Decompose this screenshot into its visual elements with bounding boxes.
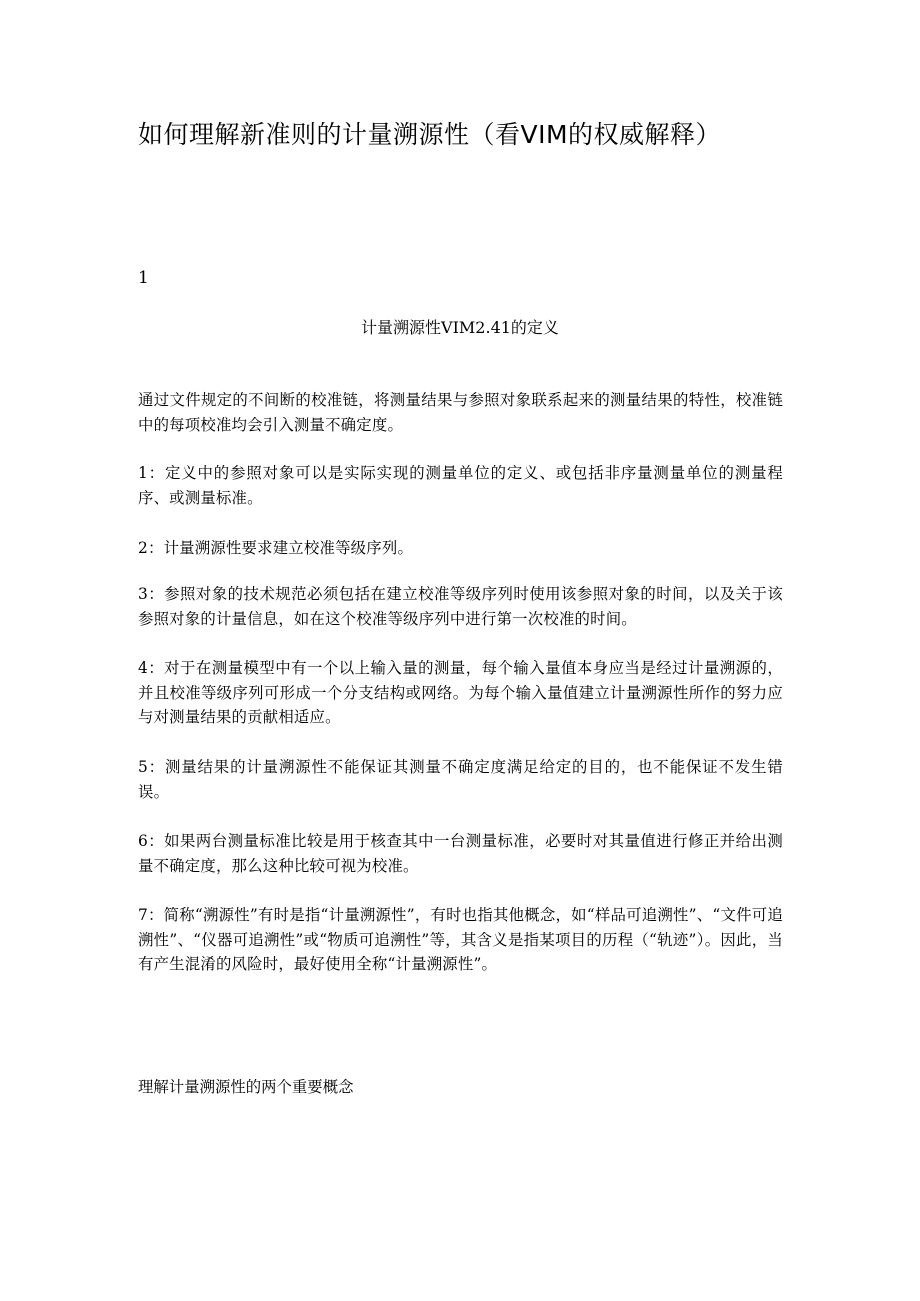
note-2: 2：计量溯源性要求建立校准等级序列。 [138, 539, 414, 557]
note-1: 1：定义中的参照对象可以是实际实现的测量单位的定义、或包括非序量测量单位的测量程序、或测量标准。 [138, 464, 783, 507]
definition-paragraph: 通过文件规定的不间断的校准链，将测量结果与参照对象联系起来的测量结果的特性，校准链中的每项校准均会引入测量不确定度。 [138, 391, 783, 434]
section-2-heading: 理解计量溯源性的两个重要概念 [138, 1078, 354, 1096]
note-7: 7：简称“溯源性”有时是指“计量溯源性”，有时也指其他概念，如“样品可追溯性”、“文件可追溯性”、“仪器可追溯性”或“物质可追溯性”等，其含义是指某项目的历程（“轨迹”）。因此，当有产生混淆的风险时，最好使用全称“计量溯源性”。 [138, 906, 783, 973]
note-6: 6：如果两台测量标准比较是用于核查其中一台测量标准，必要时对其量值进行修正并给出测量不确定度，那么这种比较可视为校准。 [138, 832, 783, 875]
note-5: 5：测量结果的计量溯源性不能保证其测量不确定度满足给定的目的，也不能保证不发生错误。 [138, 758, 783, 801]
section-title: 计量溯源性VIM2.41的定义 [361, 318, 559, 337]
section-number: 1 [138, 268, 149, 288]
note-4: 4：对于在测量模型中有一个以上输入量的测量，每个输入量值本身应当是经过计量溯源的，并且校准等级序列可形成一个分支结构或网络。为每个输入量值建立计量溯源性所作的努力应与对测量结果的贡献相适应。 [138, 659, 783, 726]
document-title: 如何理解新准则的计量溯源性（看VIM的权威解释） [138, 120, 722, 149]
note-3: 3：参照对象的技术规范必须包括在建立校准等级序列时使用该参照对象的时间，以及关于该参照对象的计量信息，如在这个校准等级序列中进行第一次校准的时间。 [138, 585, 783, 628]
